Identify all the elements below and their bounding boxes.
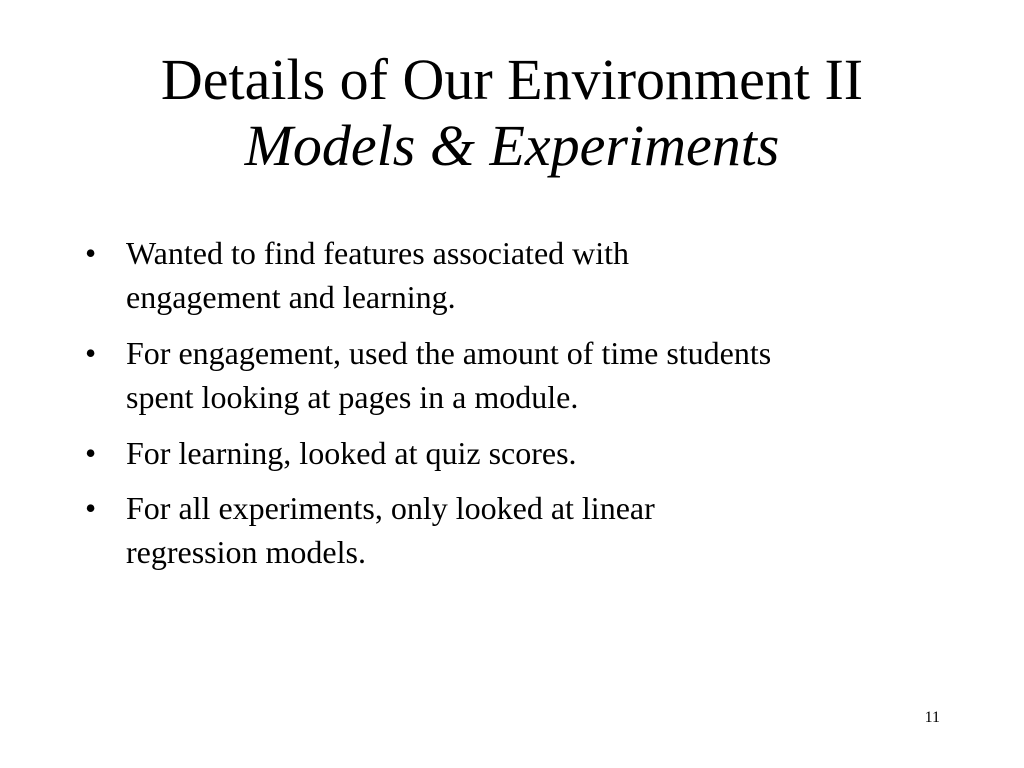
bullet-marker: • — [85, 490, 97, 526]
bullet-line: engagement and learning. — [126, 279, 456, 315]
bullet-item-features — [85, 231, 955, 319]
bullet-item-engagement — [85, 331, 955, 419]
bullet-marker: • — [85, 335, 97, 371]
bullet-line: Wanted to find features associated with — [126, 235, 630, 271]
bullet-text — [126, 490, 655, 570]
bullet-line: spent looking at pages in a module. — [126, 379, 579, 415]
bullet-item-experiments — [85, 486, 955, 574]
bullet-item-learning — [85, 431, 955, 475]
bullet-marker: • — [85, 435, 97, 471]
bullet-line: regression models. — [126, 534, 366, 570]
bullet-line: For all experiments, only looked at linear — [126, 490, 655, 526]
bullet-text — [126, 235, 629, 315]
slide-subtitle: Models & Experiments — [244, 113, 780, 178]
slide-number: 11 — [924, 709, 940, 726]
bullet-text — [126, 335, 771, 415]
bullet-line: For learning, looked at quiz scores. — [126, 435, 577, 471]
bullet-text — [126, 435, 577, 471]
title-block — [0, 48, 1024, 180]
bullet-list — [85, 231, 955, 586]
bullet-line: For engagement, used the amount of time students — [126, 335, 772, 371]
bullet-marker: • — [85, 235, 97, 271]
slide-title: Details of Our Environment II — [160, 47, 864, 112]
